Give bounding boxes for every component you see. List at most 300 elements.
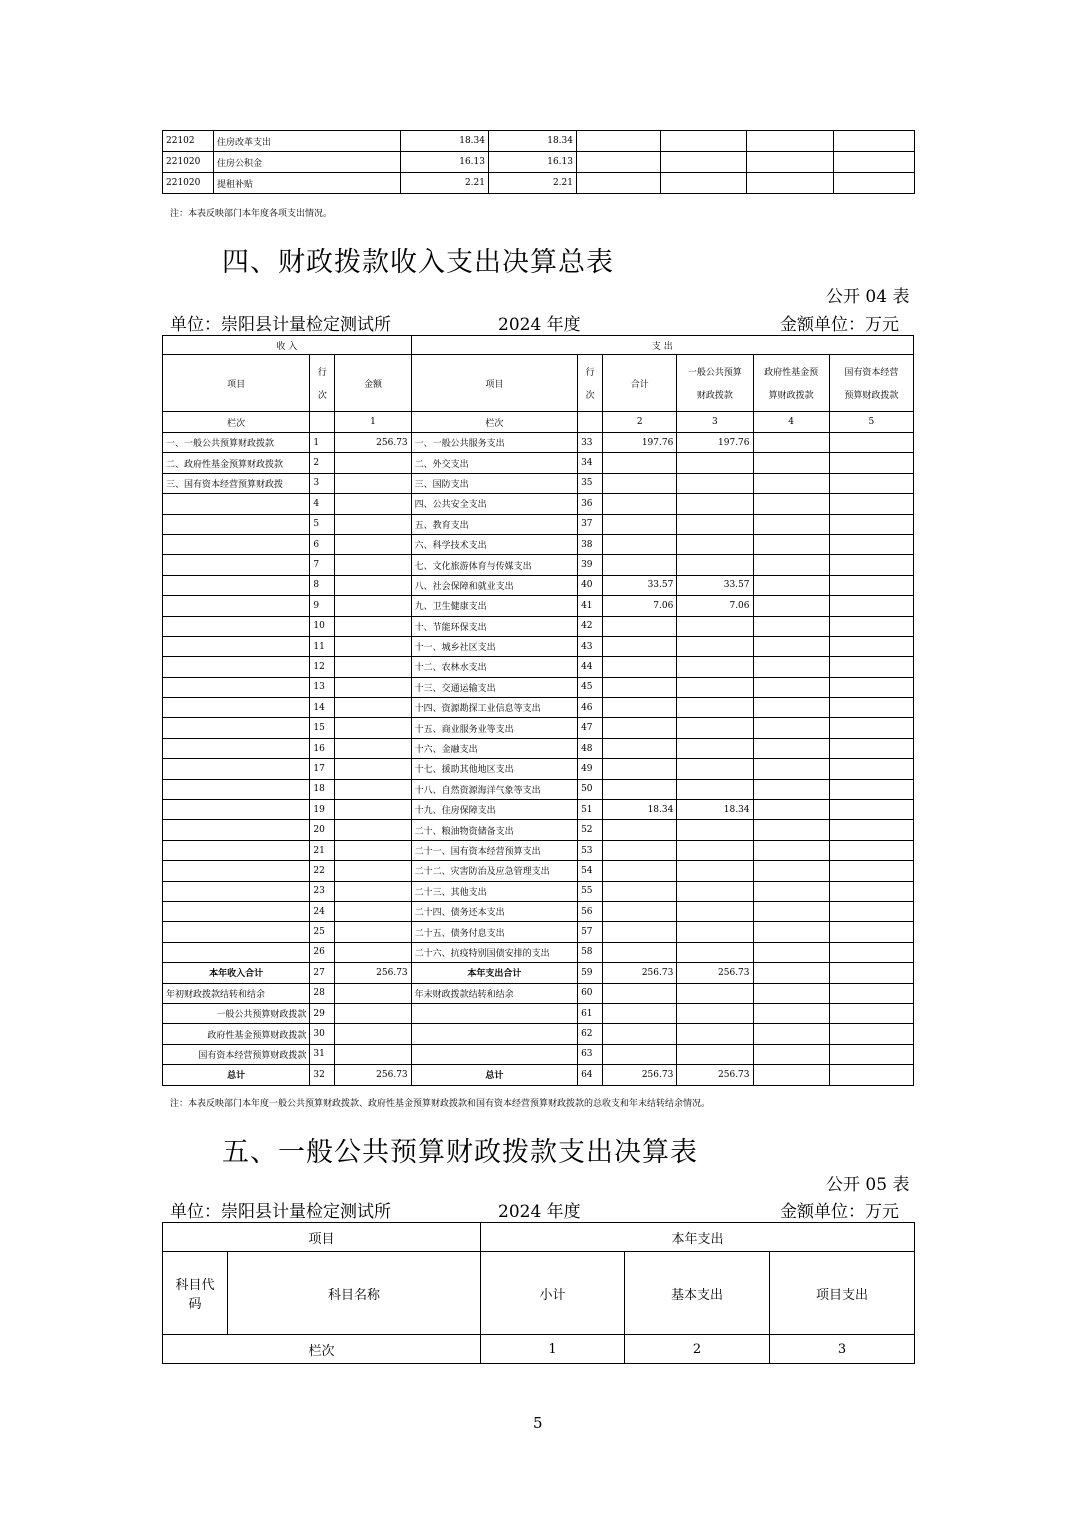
expense-item: 十四、资源勘探工业信息等支出 — [411, 698, 577, 718]
expense-gov-fund — [753, 820, 829, 840]
section5-form-no: 公开 05 表 — [826, 1175, 910, 1195]
expense-general-budget — [677, 820, 753, 840]
expense-general-budget — [677, 657, 753, 677]
expense-total: 33.57 — [603, 575, 677, 595]
expense-row-no: 57 — [578, 922, 603, 942]
table-row — [163, 534, 914, 554]
expense-row-no: 60 — [578, 983, 603, 1003]
subject-name: 提租补贴 — [214, 173, 401, 194]
income-row-no-header: 行 次 — [310, 355, 335, 412]
table-row — [163, 922, 914, 942]
fiscal-summary-table — [162, 335, 914, 1086]
expense-general-budget — [677, 738, 753, 758]
expense-total — [603, 718, 677, 738]
expense-general-budget — [677, 983, 753, 1003]
income-item — [163, 718, 310, 738]
expense-total: 18.34 — [603, 800, 677, 820]
income-amount — [335, 514, 411, 534]
income-row-no: 31 — [310, 1044, 335, 1064]
t5-col-3: 3 — [770, 1335, 915, 1364]
expense-state-capital — [829, 861, 913, 881]
expense-row-no: 51 — [578, 800, 603, 820]
income-row-no: 15 — [310, 718, 335, 738]
expense-state-capital — [829, 901, 913, 921]
expense-gov-fund — [753, 473, 829, 493]
income-amount — [335, 881, 411, 901]
expense-row-no: 50 — [578, 779, 603, 799]
income-row-no: 19 — [310, 800, 335, 820]
income-amount — [335, 636, 411, 656]
expense-header: 支 出 — [411, 336, 913, 355]
expense-total — [603, 983, 677, 1003]
income-row-no: 9 — [310, 596, 335, 616]
table-row — [163, 901, 914, 921]
general-budget-header: 一般公共预算 财政拨款 — [677, 355, 753, 412]
table-row — [163, 173, 915, 194]
income-item-header: 项目 — [163, 355, 310, 412]
income-item — [163, 738, 310, 758]
income-row-no: 20 — [310, 820, 335, 840]
expense-state-capital — [829, 1024, 913, 1044]
expense-item: 七、文化旅游体育与传媒支出 — [411, 555, 577, 575]
amount-basic: 16.13 — [489, 152, 577, 173]
expense-general-budget — [677, 1003, 753, 1023]
expense-row-no: 56 — [578, 901, 603, 921]
income-amount — [335, 534, 411, 554]
table-row — [163, 131, 915, 152]
col-3: 3 — [677, 412, 753, 433]
income-amount — [335, 494, 411, 514]
expense-general-budget: 7.06 — [677, 596, 753, 616]
expense-row-no: 38 — [578, 534, 603, 554]
income-item — [163, 657, 310, 677]
income-row-no: 8 — [310, 575, 335, 595]
amount-basic: 2.21 — [489, 173, 577, 194]
expense-row-no: 41 — [578, 596, 603, 616]
expense-gov-fund — [753, 1024, 829, 1044]
expense-item: 十二、农林水支出 — [411, 657, 577, 677]
income-amount — [335, 759, 411, 779]
income-row-no: 10 — [310, 616, 335, 636]
expense-item: 八、社会保障和就业支出 — [411, 575, 577, 595]
expense-row-no: 45 — [578, 677, 603, 697]
expense-item: 十五、商业服务业等支出 — [411, 718, 577, 738]
expense-general-budget: 256.73 — [677, 1065, 753, 1085]
table-row — [163, 963, 914, 983]
empty-cell — [661, 152, 747, 173]
expense-total — [603, 1024, 677, 1044]
t5-name-header: 科目名称 — [228, 1252, 481, 1335]
expense-total — [603, 1003, 677, 1023]
t5-subtotal-header: 小计 — [481, 1252, 625, 1335]
income-item — [163, 800, 310, 820]
amount-total: 18.34 — [401, 131, 489, 152]
expense-general-budget: 197.76 — [677, 433, 753, 453]
income-item — [163, 534, 310, 554]
income-row-no: 3 — [310, 473, 335, 493]
expense-general-budget — [677, 636, 753, 656]
expense-state-capital — [829, 840, 913, 860]
expense-item: 十一、城乡社区支出 — [411, 636, 577, 656]
income-row-no: 22 — [310, 861, 335, 881]
expense-gov-fund — [753, 901, 829, 921]
income-item — [163, 759, 310, 779]
income-amount — [335, 1003, 411, 1023]
table-row — [163, 698, 914, 718]
empty-cell — [747, 152, 834, 173]
table-row — [163, 718, 914, 738]
expense-item: 十、节能环保支出 — [411, 616, 577, 636]
expense-gov-fund — [753, 636, 829, 656]
income-row-no: 16 — [310, 738, 335, 758]
col-4: 4 — [753, 412, 829, 433]
expense-item: 十六、金融支出 — [411, 738, 577, 758]
expense-item: 总计 — [411, 1065, 577, 1085]
expense-gov-fund — [753, 922, 829, 942]
expense-item: 二十六、抗疫特别国债安排的支出 — [411, 942, 577, 962]
expense-state-capital — [829, 779, 913, 799]
col-label-left: 栏次 — [163, 412, 310, 433]
expense-item: 一、一般公共服务支出 — [411, 433, 577, 453]
expense-item: 本年支出合计 — [411, 963, 577, 983]
expense-total — [603, 759, 677, 779]
expense-row-no: 64 — [578, 1065, 603, 1085]
income-item — [163, 820, 310, 840]
expense-item — [411, 1003, 577, 1023]
table-row — [163, 555, 914, 575]
expense-general-budget — [677, 1024, 753, 1044]
expense-item: 六、科学技术支出 — [411, 534, 577, 554]
expense-item: 十三、交通运输支出 — [411, 677, 577, 697]
expense-row-no: 53 — [578, 840, 603, 860]
table-row — [163, 636, 914, 656]
expense-gov-fund — [753, 840, 829, 860]
expense-state-capital — [829, 942, 913, 962]
expense-total — [603, 820, 677, 840]
expense-gov-fund — [753, 963, 829, 983]
expense-total — [603, 779, 677, 799]
empty-cell — [577, 131, 661, 152]
income-amount — [335, 677, 411, 697]
income-amount: 256.73 — [335, 963, 411, 983]
empty-cell — [577, 152, 661, 173]
expense-total — [603, 1044, 677, 1064]
table-row — [163, 677, 914, 697]
expense-gov-fund — [753, 881, 829, 901]
expense-row-no: 43 — [578, 636, 603, 656]
income-item: 二、政府性基金预算财政拨款 — [163, 453, 310, 473]
amount-basic: 18.34 — [489, 131, 577, 152]
income-amount — [335, 596, 411, 616]
expense-row-no: 36 — [578, 494, 603, 514]
expense-general-budget — [677, 759, 753, 779]
table-row — [163, 514, 914, 534]
expense-state-capital — [829, 575, 913, 595]
expense-state-capital — [829, 698, 913, 718]
income-amount — [335, 861, 411, 881]
expense-state-capital — [829, 514, 913, 534]
income-item — [163, 575, 310, 595]
expense-state-capital — [829, 738, 913, 758]
expense-general-budget — [677, 616, 753, 636]
income-amount — [335, 800, 411, 820]
table-row — [163, 616, 914, 636]
general-budget-expense-table — [162, 1222, 915, 1364]
expense-general-budget — [677, 922, 753, 942]
expense-gov-fund — [753, 657, 829, 677]
expense-state-capital — [829, 963, 913, 983]
income-item — [163, 596, 310, 616]
expense-state-capital — [829, 636, 913, 656]
expense-state-capital — [829, 881, 913, 901]
expense-total — [603, 738, 677, 758]
empty-cell — [834, 131, 915, 152]
expense-total — [603, 494, 677, 514]
expense-gov-fund — [753, 738, 829, 758]
section4-money-unit: 金额单位：万元 — [780, 315, 899, 335]
expense-total — [603, 657, 677, 677]
expense-total: 197.76 — [603, 433, 677, 453]
expense-state-capital — [829, 555, 913, 575]
expense-row-no: 59 — [578, 963, 603, 983]
expense-gov-fund — [753, 575, 829, 595]
expense-general-budget — [677, 1044, 753, 1064]
income-amount — [335, 779, 411, 799]
expense-state-capital — [829, 494, 913, 514]
expense-gov-fund — [753, 616, 829, 636]
subject-code: 221020 — [163, 152, 214, 173]
section5-title: 五、一般公共预算财政拨款支出决算表 — [222, 1137, 698, 1168]
expense-total: 256.73 — [603, 1065, 677, 1085]
income-amount-header: 金额 — [335, 355, 411, 412]
t5-item-header: 项目 — [163, 1223, 481, 1252]
expense-state-capital — [829, 983, 913, 1003]
income-item: 政府性基金预算财政拨款 — [163, 1024, 310, 1044]
expense-row-no: 63 — [578, 1044, 603, 1064]
t5-current-year-header: 本年支出 — [481, 1223, 915, 1252]
expense-general-budget: 33.57 — [677, 575, 753, 595]
expense-item: 二、外交支出 — [411, 453, 577, 473]
table-row — [163, 779, 914, 799]
expense-gov-fund — [753, 596, 829, 616]
income-amount: 256.73 — [335, 433, 411, 453]
expense-gov-fund — [753, 942, 829, 962]
expense-item: 四、公共安全支出 — [411, 494, 577, 514]
table-row — [163, 840, 914, 860]
expense-gov-fund — [753, 494, 829, 514]
amount-total: 16.13 — [401, 152, 489, 173]
expense-gov-fund — [753, 677, 829, 697]
expense-item: 三、国防支出 — [411, 473, 577, 493]
expense-general-budget — [677, 453, 753, 473]
empty-cell — [747, 173, 834, 194]
expense-row-no: 33 — [578, 433, 603, 453]
section4-year: 2024 年度 — [498, 315, 581, 335]
table-row — [163, 1024, 914, 1044]
page-number: 5 — [533, 1414, 543, 1432]
expense-row-no-header: 行 次 — [578, 355, 603, 412]
expense-gov-fund — [753, 433, 829, 453]
expense-state-capital — [829, 677, 913, 697]
expense-gov-fund — [753, 1003, 829, 1023]
income-row-no: 18 — [310, 779, 335, 799]
expense-total — [603, 555, 677, 575]
income-item — [163, 901, 310, 921]
expense-general-budget — [677, 534, 753, 554]
income-item: 三、国有资本经营预算财政拨 — [163, 473, 310, 493]
expense-general-budget — [677, 555, 753, 575]
income-row-no: 2 — [310, 453, 335, 473]
expense-gov-fund — [753, 534, 829, 554]
income-row-no: 7 — [310, 555, 335, 575]
expense-state-capital — [829, 596, 913, 616]
expense-row-no: 54 — [578, 861, 603, 881]
expense-total: 7.06 — [603, 596, 677, 616]
income-row-no: 32 — [310, 1065, 335, 1085]
income-item: 本年收入合计 — [163, 963, 310, 983]
expense-gov-fund — [753, 514, 829, 534]
income-item — [163, 840, 310, 860]
income-amount — [335, 575, 411, 595]
expense-row-no: 46 — [578, 698, 603, 718]
col-label-right: 栏次 — [411, 412, 577, 433]
income-amount: 256.73 — [335, 1065, 411, 1085]
expense-item — [411, 1044, 577, 1064]
income-amount — [335, 922, 411, 942]
t5-col-2: 2 — [625, 1335, 770, 1364]
subject-code: 221020 — [163, 173, 214, 194]
expense-row-no: 49 — [578, 759, 603, 779]
section4-unit: 单位：崇阳县计量检定测试所 — [170, 315, 391, 335]
expense-gov-fund — [753, 861, 829, 881]
subject-name: 住房公积金 — [214, 152, 401, 173]
income-row-no: 23 — [310, 881, 335, 901]
expense-row-no: 47 — [578, 718, 603, 738]
expense-general-budget: 256.73 — [677, 963, 753, 983]
expense-total — [603, 473, 677, 493]
expense-state-capital — [829, 759, 913, 779]
income-item — [163, 555, 310, 575]
expense-general-budget — [677, 881, 753, 901]
expense-state-capital — [829, 453, 913, 473]
table-row — [163, 575, 914, 595]
income-row-no: 26 — [310, 942, 335, 962]
expense-total — [603, 636, 677, 656]
expense-gov-fund — [753, 1065, 829, 1085]
expense-gov-fund — [753, 759, 829, 779]
expense-item: 年末财政拨款结转和结余 — [411, 983, 577, 1003]
income-row-no: 13 — [310, 677, 335, 697]
expense-item: 十八、自然资源海洋气象等支出 — [411, 779, 577, 799]
t5-basic-header: 基本支出 — [625, 1252, 770, 1335]
expense-item: 二十四、债务还本支出 — [411, 901, 577, 921]
expense-item: 二十、粮油物资储备支出 — [411, 820, 577, 840]
empty-cell — [834, 152, 915, 173]
income-row-no: 6 — [310, 534, 335, 554]
income-amount — [335, 698, 411, 718]
income-item: 一、一般公共预算财政拨款 — [163, 433, 310, 453]
income-row-no: 1 — [310, 433, 335, 453]
income-row-no: 30 — [310, 1024, 335, 1044]
income-amount — [335, 555, 411, 575]
income-amount — [335, 1044, 411, 1064]
income-amount — [335, 840, 411, 860]
table-row — [163, 596, 914, 616]
empty-cell — [577, 173, 661, 194]
expense-item: 十七、援助其他地区支出 — [411, 759, 577, 779]
expense-total — [603, 677, 677, 697]
expense-total — [603, 901, 677, 921]
expense-row-no: 35 — [578, 473, 603, 493]
table-row — [163, 494, 914, 514]
income-item — [163, 942, 310, 962]
income-row-no: 5 — [310, 514, 335, 534]
income-item — [163, 779, 310, 799]
table-row — [163, 738, 914, 758]
expense-gov-fund — [753, 555, 829, 575]
expense-gov-fund — [753, 718, 829, 738]
expense-row-no: 44 — [578, 657, 603, 677]
top-table-note: 注：本表反映部门本年度各项支出情况。 — [170, 209, 333, 219]
table-row — [163, 881, 914, 901]
top-expense-table — [162, 130, 915, 194]
t5-code-header: 科目代 码 — [163, 1252, 228, 1335]
subject-name: 住房改革支出 — [214, 131, 401, 152]
income-amount — [335, 738, 411, 758]
expense-total — [603, 922, 677, 942]
expense-item: 二十三、其他支出 — [411, 881, 577, 901]
income-row-no: 17 — [310, 759, 335, 779]
table-row — [163, 1003, 914, 1023]
table-row — [163, 657, 914, 677]
expense-total: 256.73 — [603, 963, 677, 983]
expense-total — [603, 453, 677, 473]
expense-general-budget — [677, 698, 753, 718]
income-header: 收 入 — [163, 336, 412, 355]
expense-row-no: 37 — [578, 514, 603, 534]
expense-item: 十九、住房保障支出 — [411, 800, 577, 820]
expense-row-no: 52 — [578, 820, 603, 840]
expense-total-header: 合计 — [603, 355, 677, 412]
income-row-no: 24 — [310, 901, 335, 921]
income-row-no: 28 — [310, 983, 335, 1003]
income-item — [163, 494, 310, 514]
income-item: 年初财政拨款结转和结余 — [163, 983, 310, 1003]
expense-state-capital — [829, 718, 913, 738]
expense-gov-fund — [753, 800, 829, 820]
t5-col-1: 1 — [481, 1335, 625, 1364]
expense-state-capital — [829, 1044, 913, 1064]
expense-general-budget: 18.34 — [677, 800, 753, 820]
expense-total — [603, 861, 677, 881]
table-row — [163, 433, 914, 453]
col-5: 5 — [829, 412, 913, 433]
income-row-no: 25 — [310, 922, 335, 942]
expense-gov-fund — [753, 453, 829, 473]
income-item: 总计 — [163, 1065, 310, 1085]
expense-item: 二十五、债务付息支出 — [411, 922, 577, 942]
expense-state-capital — [829, 534, 913, 554]
expense-state-capital — [829, 616, 913, 636]
income-amount — [335, 1024, 411, 1044]
section4-title: 四、财政拨款收入支出决算总表 — [222, 247, 614, 278]
expense-row-no: 58 — [578, 942, 603, 962]
expense-gov-fund — [753, 983, 829, 1003]
expense-row-no: 34 — [578, 453, 603, 473]
table-row — [163, 861, 914, 881]
expense-state-capital — [829, 800, 913, 820]
expense-state-capital — [829, 657, 913, 677]
